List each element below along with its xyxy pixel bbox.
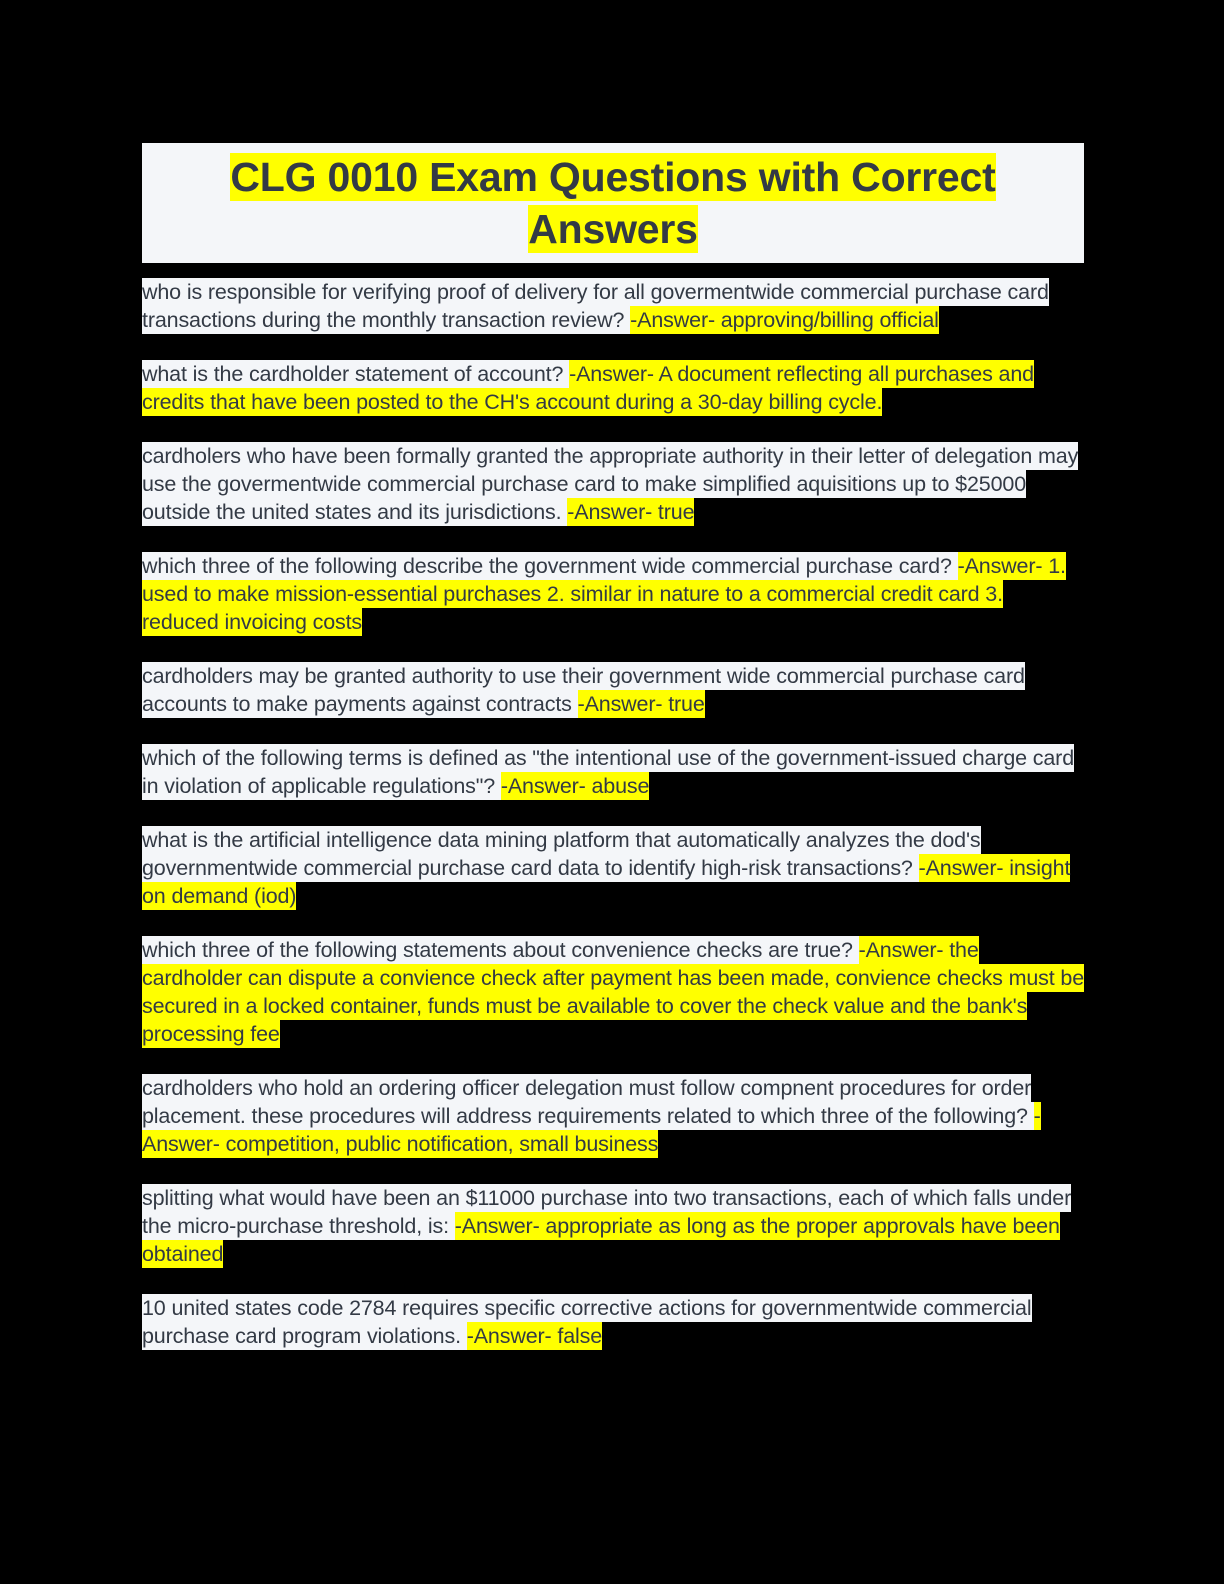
- answer-text: -Answer- approving/billing official: [630, 308, 939, 332]
- qa-item: [142, 936, 1084, 1048]
- question-text: what is the artificial intelligence data mining platform that automatically analyzes the dod's governmentwide commercial purchase card data to identify high-risk transactions?: [142, 828, 981, 880]
- question-text: which of the following terms is defined as "the intentional use of the government-issued charge card in violation of applicable regulations"?: [142, 746, 1074, 798]
- page-title: [142, 143, 1084, 263]
- question-text: what is the cardholder statement of account?: [142, 362, 570, 386]
- question-text: who is responsible for verifying proof of delivery for all govermentwide commercial purchase card transactions during the monthly transaction review?: [142, 280, 1049, 332]
- question-text: splitting what would have been an $11000 purchase into two transactions, each of which falls under the micro-purchase threshold, is:: [142, 1186, 1072, 1238]
- page-title-line-1: CLG 0010 Exam Questions with Correct: [230, 154, 996, 200]
- answer-text: -Answer- abuse: [500, 774, 650, 798]
- answer-text: -Answer- the cardholder can dispute a convience check after payment has been made, convience checks must be secured in a locked container, funds must be available to cover the check value and the bank's processing fee: [142, 938, 1085, 1046]
- question-text: which three of the following describe the government wide commercial purchase card?: [142, 554, 958, 578]
- answer-text: -Answer- insight on demand (iod): [142, 856, 1071, 908]
- qa-list: [142, 278, 1084, 1350]
- answer-text: -Answer- 1. used to make mission-essential purchases 2. similar in nature to a commercial credit card 3. reduced invoicing costs: [142, 554, 1066, 634]
- qa-item: [142, 1074, 1084, 1158]
- qa-item: [142, 552, 1084, 636]
- qa-item: [142, 360, 1084, 416]
- qa-item: [142, 744, 1084, 800]
- question-text: cardholders may be granted authority to use their government wide commercial purchase card accounts to make payments against contracts: [142, 664, 1025, 716]
- question-text: cardholers who have been formally granted the appropriate authority in their letter of delegation may use the govermentwide commercial purchase card to make simplified aquisitions up to $25000 outside the united states and its jurisdictions.: [142, 444, 1079, 524]
- question-text: cardholders who hold an ordering officer delegation must follow compnent procedures for order placement. these procedures will address requirements related to which three of the following?: [142, 1076, 1034, 1128]
- qa-item: [142, 662, 1084, 718]
- qa-item: [142, 1184, 1084, 1268]
- qa-item: [142, 442, 1084, 526]
- answer-text: -Answer- A document reflecting all purchases and credits that have been posted to the CH's account during a 30-day billing cycle.: [142, 362, 1034, 414]
- answer-text: -Answer- true: [577, 692, 705, 716]
- qa-item: [142, 826, 1084, 910]
- question-text: 10 united states code 2784 requires specific corrective actions for governmentwide commercial purchase card program violations.: [142, 1296, 1032, 1348]
- answer-text: -Answer- appropriate as long as the proper approvals have been obtained: [142, 1214, 1060, 1266]
- answer-text: -Answer- true: [567, 500, 695, 524]
- document-title-block: [142, 143, 1084, 263]
- page-title-line-2: Answers: [528, 206, 698, 252]
- question-text: which three of the following statements about convenience checks are true?: [142, 938, 859, 962]
- qa-item: [142, 278, 1084, 334]
- answer-text: -Answer- false: [466, 1324, 603, 1348]
- answer-text: -Answer- competition, public notification, small business: [142, 1104, 1041, 1156]
- qa-item: [142, 1294, 1084, 1350]
